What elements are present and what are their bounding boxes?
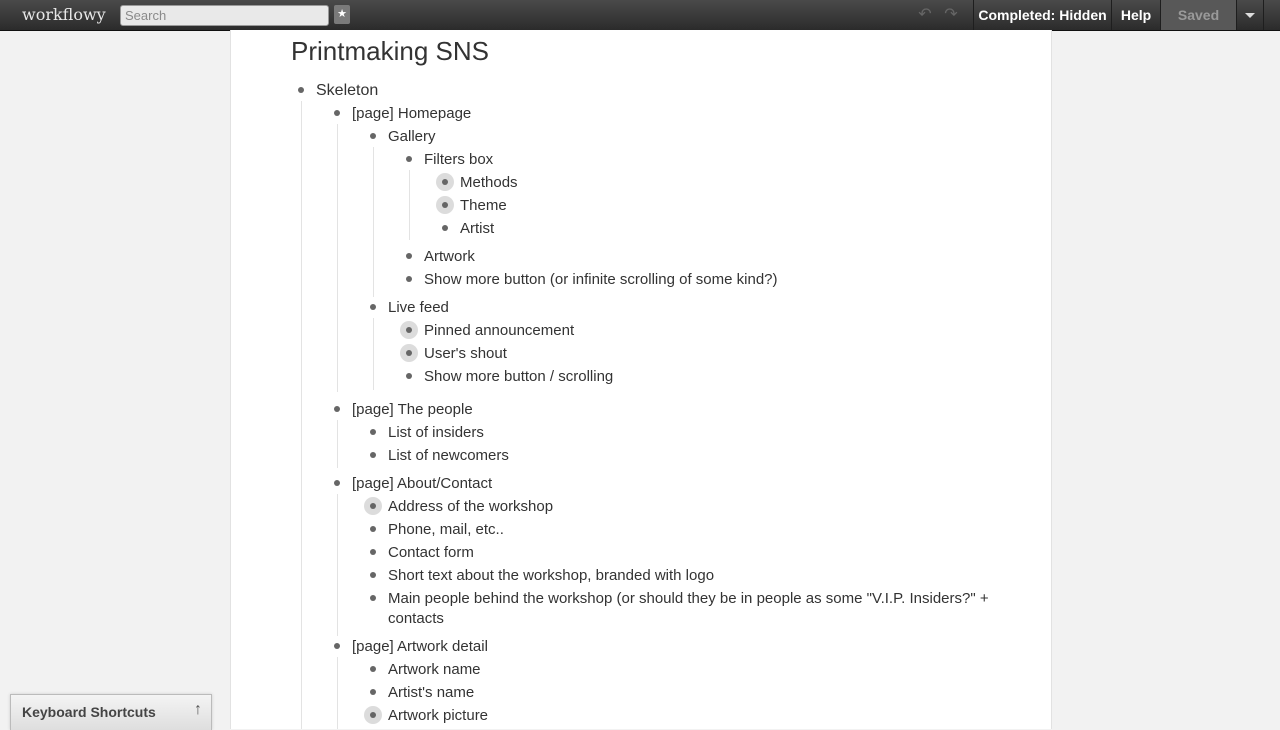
outline-item[interactable] [364, 589, 1024, 629]
outline-item-text[interactable]: User's shout [424, 345, 507, 362]
bullet-icon[interactable] [328, 474, 346, 492]
outline-item-text[interactable]: Contact form [388, 544, 474, 561]
outline-item[interactable] [400, 344, 1000, 364]
outline-item-text[interactable]: List of insiders [388, 424, 484, 441]
workflowy-logo[interactable]: workflowy [22, 5, 106, 24]
bullet-dot [370, 429, 376, 435]
page-title[interactable]: Printmaking SNS [291, 36, 489, 66]
outline-item-text[interactable]: Show more button / scrolling [424, 368, 614, 385]
outline-item-text[interactable]: [page] Homepage [352, 105, 472, 122]
outline-item-text[interactable]: [page] Artwork detail [352, 638, 488, 655]
bullet-icon[interactable] [328, 400, 346, 418]
bullet-icon[interactable] [364, 520, 382, 538]
outline-item[interactable] [364, 127, 1004, 147]
outline-item[interactable] [328, 104, 1008, 124]
collapsed-bullet-icon[interactable] [400, 321, 418, 339]
outline-item-text[interactable]: [page] About/Contact [352, 475, 493, 492]
bullet-icon[interactable] [364, 298, 382, 316]
bullet-dot [370, 133, 376, 139]
outline-item[interactable] [364, 446, 1004, 466]
outline-item-text[interactable]: Live feed [388, 299, 449, 316]
outline-item[interactable] [400, 270, 1000, 290]
bullet-icon[interactable] [328, 104, 346, 122]
outline-item-text[interactable]: Theme [460, 197, 507, 214]
bullet-dot [406, 156, 412, 162]
search-input[interactable] [120, 5, 329, 26]
outline-guide-line [337, 657, 338, 729]
bullet-icon[interactable] [400, 247, 418, 265]
keyboard-shortcuts-label[interactable]: Keyboard Shortcuts [22, 704, 156, 720]
outline-item-text[interactable]: Artwork picture [388, 707, 489, 724]
bullet-dot [370, 452, 376, 458]
top-bar [0, 0, 1280, 31]
outline-item[interactable] [364, 298, 1004, 318]
bullet-icon[interactable] [364, 589, 382, 607]
outline-item-text[interactable]: Artist [460, 220, 495, 237]
outline-item[interactable] [364, 566, 1004, 586]
menu-dropdown-button[interactable] [1236, 0, 1264, 30]
bullet-icon[interactable] [364, 683, 382, 701]
outline-item[interactable] [328, 474, 1008, 494]
outline-guide-line [337, 124, 338, 392]
bullet-dot [334, 110, 340, 116]
outline-item-text[interactable]: Gallery [388, 128, 436, 145]
outline-item[interactable] [364, 497, 1004, 517]
outline-guide-line [301, 101, 302, 729]
outline-item[interactable] [364, 683, 1004, 703]
outline-item[interactable] [400, 367, 1000, 387]
bullet-dot [370, 666, 376, 672]
outline-item-text[interactable]: Skeleton [316, 82, 379, 99]
bullet-dot [370, 595, 376, 601]
bullet-dot [370, 712, 376, 718]
outline-item-text[interactable]: Pinned announcement [424, 322, 575, 339]
outline-item-text[interactable]: [page] The people [352, 401, 473, 418]
outline-item[interactable] [364, 660, 1004, 680]
collapsed-bullet-icon[interactable] [400, 344, 418, 362]
bullet-dot [442, 202, 448, 208]
outline-guide-line [373, 318, 374, 390]
undo-icon[interactable]: ↶ [918, 6, 932, 23]
collapsed-bullet-icon[interactable] [436, 173, 454, 191]
outline-item-text[interactable]: Show more button (or infinite scrolling of some kind?) [424, 271, 778, 288]
bullet-icon[interactable] [364, 446, 382, 464]
redo-icon[interactable]: ↷ [944, 6, 958, 23]
outline-item[interactable] [364, 543, 1004, 563]
saved-status-button: Saved [1160, 0, 1236, 30]
bullet-dot [442, 179, 448, 185]
outline-item-text[interactable]: List of newcomers [388, 447, 509, 464]
bullet-dot [370, 304, 376, 310]
bullet-dot [334, 406, 340, 412]
help-button[interactable]: Help [1111, 0, 1160, 30]
bullet-dot [370, 526, 376, 532]
outline-item-text[interactable]: Short text about the workshop, branded with logo [388, 567, 715, 584]
bullet-icon[interactable] [400, 150, 418, 168]
bullet-dot [370, 572, 376, 578]
bullet-dot [370, 503, 376, 509]
document-page [230, 30, 1052, 729]
outline-item-text[interactable]: Artist's name [388, 684, 475, 701]
bullet-icon[interactable] [400, 367, 418, 385]
outline-item[interactable] [292, 81, 992, 101]
outline-item[interactable] [436, 173, 996, 193]
outline-item-text[interactable]: Artwork name [388, 661, 481, 678]
bullet-dot [442, 225, 448, 231]
collapsed-bullet-icon[interactable] [364, 706, 382, 724]
bullet-dot [406, 327, 412, 333]
outline-guide-line [409, 170, 410, 240]
outline-item[interactable] [364, 520, 1004, 540]
keyboard-shortcuts-panel[interactable] [10, 694, 212, 730]
outline-item-text[interactable]: Address of the workshop [388, 498, 554, 515]
bullet-icon[interactable] [292, 81, 310, 99]
outline-item[interactable] [400, 321, 1000, 341]
outline-item[interactable] [400, 247, 1000, 267]
bullet-icon[interactable] [436, 219, 454, 237]
outline-item[interactable] [436, 219, 996, 239]
outline-item[interactable] [328, 400, 1008, 420]
bullet-icon[interactable] [364, 566, 382, 584]
arrow-up-icon[interactable]: ↑ [194, 701, 202, 718]
outline-item[interactable] [328, 637, 1008, 657]
completed-toggle-button[interactable]: Completed: Hidden [973, 0, 1111, 30]
bullet-dot [370, 689, 376, 695]
bullet-dot [334, 643, 340, 649]
star-icon[interactable]: ★ [334, 5, 350, 24]
outline-guide-line [373, 147, 374, 297]
outline-item-text[interactable]: Main people behind the workshop (or should they be in people as some "V.I.P. Insiders?" + contacts [388, 590, 989, 627]
collapsed-bullet-icon[interactable] [364, 497, 382, 515]
bullet-dot [406, 276, 412, 282]
bullet-icon[interactable] [364, 543, 382, 561]
outline-item[interactable] [364, 706, 1004, 726]
bullet-icon[interactable] [364, 423, 382, 441]
outline-guide-line [337, 420, 338, 468]
outline-item[interactable] [364, 423, 1004, 443]
outline-item-text[interactable]: Artwork [424, 248, 475, 265]
outline-item-text[interactable]: Methods [460, 174, 518, 191]
bullet-dot [298, 87, 304, 93]
bullet-dot [406, 350, 412, 356]
outline-item-text[interactable]: Phone, mail, etc.. [388, 521, 504, 538]
outline-item[interactable] [400, 150, 1000, 170]
collapsed-bullet-icon[interactable] [436, 196, 454, 214]
bullet-icon[interactable] [400, 270, 418, 288]
outline-guide-line [337, 494, 338, 636]
bullet-icon[interactable] [328, 637, 346, 655]
bullet-dot [334, 480, 340, 486]
bullet-dot [370, 549, 376, 555]
bullet-dot [406, 253, 412, 259]
bullet-icon[interactable] [364, 127, 382, 145]
bullet-icon[interactable] [364, 660, 382, 678]
outline-item[interactable] [436, 196, 996, 216]
chevron-down-icon [1245, 13, 1255, 18]
outline-item-text[interactable]: Filters box [424, 151, 494, 168]
bullet-dot [406, 373, 412, 379]
